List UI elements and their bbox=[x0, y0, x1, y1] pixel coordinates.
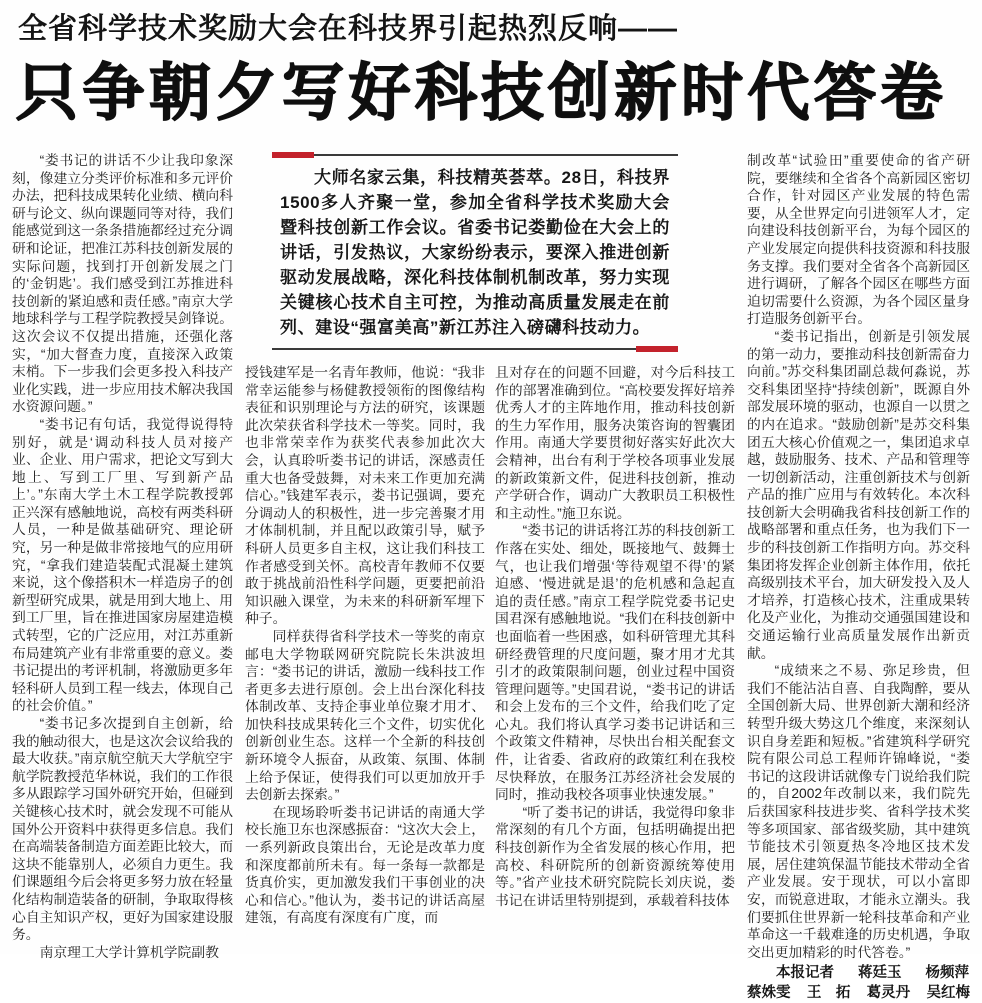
red-accent-bar-bottom-right bbox=[636, 346, 678, 352]
byline bbox=[747, 964, 970, 1003]
paragraph: “娄书记多次提到自主创新，给我的触动很大，也是这次会议给我的最大收获。”南京航空航天大学航空宇航学院教授范华林说，我们的工作很多从跟踪学习国外研究开始，但碰到关键核心技术时，就会发现不可能从国外公开资料中获得更多信息。我们在高端装备制造方面差距比较大，而这块不能靠别人，必须自力更生。我们课题组今后会将更多努力放在轻量化结构制造装备的研制，争取取得核心自主知识产权，更好为国家建设服务。 bbox=[12, 716, 234, 943]
column-1 bbox=[12, 152, 233, 1003]
byline-row-2 bbox=[747, 983, 970, 1003]
column-2 bbox=[245, 364, 485, 927]
byline-name: 吴红梅 bbox=[926, 985, 970, 1002]
byline-row-1 bbox=[747, 964, 970, 983]
paragraph: “成绩来之不易、弥足珍贵，但我们不能沾沾自喜、自我陶醉，要从全国创新大局、世界创新大潮和经济转型升级大势这几个维度，来深刻认识自身差距和短板。”省建筑科学研究院有限公司总工程师许锦峰说，“娄书记的这段讲话就像专门说给我们院的，自2002年改制以来，我们院先后获国家科技进步奖、省科学技术奖等多项国家、部省级奖励，其中建筑节能技术引领夏热冬冷地区技术发展，居住建筑保温节能技术带动全省产业发展。安于现状，可以小富即安，而锐意进取，才能永立潮头。我们要抓住世界新一轮科技革命和产业革命这一千载难逢的历史机遇，争取交出更加精彩的时代答卷。” bbox=[747, 663, 970, 960]
paragraph: 在现场聆听娄书记讲话的南通大学校长施卫东也深感振奋：“这次大会上，一系列新政良策出台，无论是改革力度和深度都前所未有。每一条每一款都是货真价实，更加激发我们干事创业的决心和信心。”他认为，娄书记的讲话高屋建瓴，有高度有深度有广度，而 bbox=[245, 804, 486, 926]
intro-summary-box bbox=[272, 154, 678, 350]
byline-name: 蒋廷玉 bbox=[858, 965, 902, 982]
paragraph: “听了娄书记的讲话，我觉得印象非常深刻的有几个方面，包括明确提出把科技创新作为全省发展的核心作用，把高校、科研院所的创新资源统筹使用等。”省产业技术研究院院长刘庆说，娄书记在讲话里特别提到，承载着科技体 bbox=[495, 804, 736, 908]
paragraph: “娄书记有句话，我觉得说得特别好，就是‘调动科技人员对接产业、企业、用户需求，把论文写到大地上、写到工厂里、写到新产品上’。”东南大学土木工程学院教授郭正兴深有感触地说，高校有两类科研人员，一种是做基础研究、理论研究，另一种是做非常接地气的应用研究，“拿我们建造装配式混凝土建筑来说，这个像搭积木一样造房子的创新型研究成果，就是用到大地上、用到工厂里，旨在推进国家房屋建造模式转型，它的广泛应用，对江苏重新布局建筑产业有非常重要的意义。娄书记提出的考评机制，将激励更多年轻科研人员到工程一线去，体现自己的社会价值。” bbox=[12, 416, 234, 714]
paragraph: 南京理工大学计算机学院副教 bbox=[39, 944, 219, 960]
main-headline: 只争朝夕写好科技创新时代答卷 bbox=[16, 59, 948, 128]
paragraph: “娄书记的讲话将江苏的科技创新工作落在实处、细处，既接地气、鼓舞士气，也让我们增强‘等待观望不得’的紧迫感、‘慢进就是退’的危机感和急起直追的责任感。”南京工程学院党委书记史国君深有感触地说。“我们在科技创新中也面临着一些困惑，如科研管理尤其科研经费管理的尺度问题，聚才用才尤其引才的政策限制问题，创业过程中国资管理问题等。”史国君说，“娄书记的讲话和会上发布的三个文件，给我们吃了定心丸。我们将认真学习娄书记讲话和三个政策文件精神，尽快出台相关配套文件，让省委、省政府的政策红利在我校尽快释放，在服务江苏经济社会发展的同时，推动我校各项事业快速发展。” bbox=[495, 523, 736, 803]
paragraph: 且对存在的问题不回避，对今后科技工作的部署准确到位。“高校要发挥好培养优秀人才的主阵地作用，推动科技创新的生力军作用，服务决策咨询的智囊团作用。南通大学要贯彻好落实好此次大会精神，出台有利于学校各项事业发展的新政策新文件，促进科技创新，推动产学研合作，调动广大教职员工积极性和主动性。”施卫东说。 bbox=[495, 365, 736, 521]
intro-summary-text: 大师名家云集，科技精英荟萃。28日，科技界1500多人齐聚一堂，参加全省科学技术奖励大会暨科技创新工作会议。省委书记娄勤俭在大会上的讲话，引发热议，大家纷纷表示，要深入推进创新驱动发展战略，深化科技体制机制改革，努力实现关键核心技术自主可控，为推动高质量发展走在前列、建设“强富美高”新江苏注入磅礴科技动力。 bbox=[280, 168, 671, 337]
column-4 bbox=[747, 152, 970, 1003]
paragraph: 同样获得省科学技术一等奖的南京邮电大学物联网研究院院长朱洪波坦言：“娄书记的讲话，激励一线科技工作者更多去进行原创。会上出台深化科技体制改革、支持企事业单位聚才用才、加快科技成果转化三个文件，切实优化创新创业生态。这样一个全新的科技创新环境令人振奋，从政策、氛围、体制上给予保证，使得我们可以更加放开手去创新去探索。” bbox=[245, 628, 486, 803]
byline-name: 葛灵丹 bbox=[866, 985, 911, 1002]
paragraph: “娄书记指出，创新是引领发展的第一动力，要推动科技创新需奋力向前。”苏交科集团副总裁何淼说，苏交科集团坚持“持续创新”，既源自外部发展环境的驱动，也源自一以贯之的内在追求。“鼓励创新”是苏交科集团五大核心价值观之一，集团追求卓越，鼓励服务、技术、产品和管理等一切创新活动，注重创新技术与创新产品的推广应用与有效转化。本次科技创新大会明确我省科技创新工作的战略部署和重点任务，也为我们下一步的科技创新工作指明方向。苏交科集团将发挥企业创新主体作用，依托高级别技术平台，加大研发投入及人才培养，打造核心技术，注重成果转化及产业化，为推动交通强国建设和交通运输行业高质量发展作出新贡献。 bbox=[747, 328, 970, 661]
byline-reporter-label: 本报记者 bbox=[776, 965, 834, 982]
paragraph: “娄书记的讲话不少让我印象深刻，像建立分类评价标准和多元评价办法，把科技成果转化业绩、横向科研与论文、纵向课题同等对待，我们能感觉到这一条条措施都经过充分调研和论证，把准江苏科技创新发展的实际问题，找到打开创新发展之门的‘金钥匙’。我们感受到江苏推进科技创新的紧迫感和责任感。”南京大学地球科学与工程学院教授吴剑锋说。这次会议不仅提出措施，还强化落实，“加大督查力度，直接深入政策末梢。下一步我们会更多投入科技产业化实践，进一步应用技术解决我国水资源问题。” bbox=[12, 153, 234, 415]
paragraph: 授钱建军是一名青年教师，他说：“我非常幸运能参与杨健教授领衔的图像结构表征和识别理论与方法的研究，该课题此次荣获省科学技术一等奖。同时，我也非常荣幸作为获奖代表参加此次大会，认真聆听娄书记的讲话，深感责任重大也备受鼓舞，对未来工作更加充满信心。”钱建军表示，娄书记强调，要充分调动人的积极性，进一步完善聚才用才体制机制，并且配以政策引导，赋予科研人员更多自主权，这让我们科技工作者感受到关怀。高校青年教师不仅要敢于挑战前沿性科学问题，更要把前沿知识融入课堂，为未来的科研新军埋下种子。 bbox=[245, 365, 486, 627]
column-3 bbox=[495, 364, 735, 927]
red-accent-bar-top-left bbox=[272, 152, 314, 158]
byline-name: 王 拓 bbox=[806, 985, 851, 1002]
middle-columns bbox=[245, 152, 735, 1003]
kicker-headline: 全省科学技术奖励大会在科技界引起热烈反响—— bbox=[18, 13, 679, 45]
byline-name: 杨频萍 bbox=[925, 965, 969, 982]
article-body bbox=[6, 152, 976, 1003]
byline-name: 蔡姝雯 bbox=[747, 985, 791, 1002]
paragraph: 制改革“试验田”重要使命的省产研院，要继续和全省各个高新园区密切合作，针对园区产业发展的特色需要，从全世界定向引进领军人才，定向建设科技创新平台，为每个园区的产业发展定向提供科技资源和科技服务支撑。我们要对全省各个高新园区进行调研，了解各个园区在哪些方面迫切需要什么资源，为各个园区量身打造服务创新平台。 bbox=[747, 153, 970, 327]
